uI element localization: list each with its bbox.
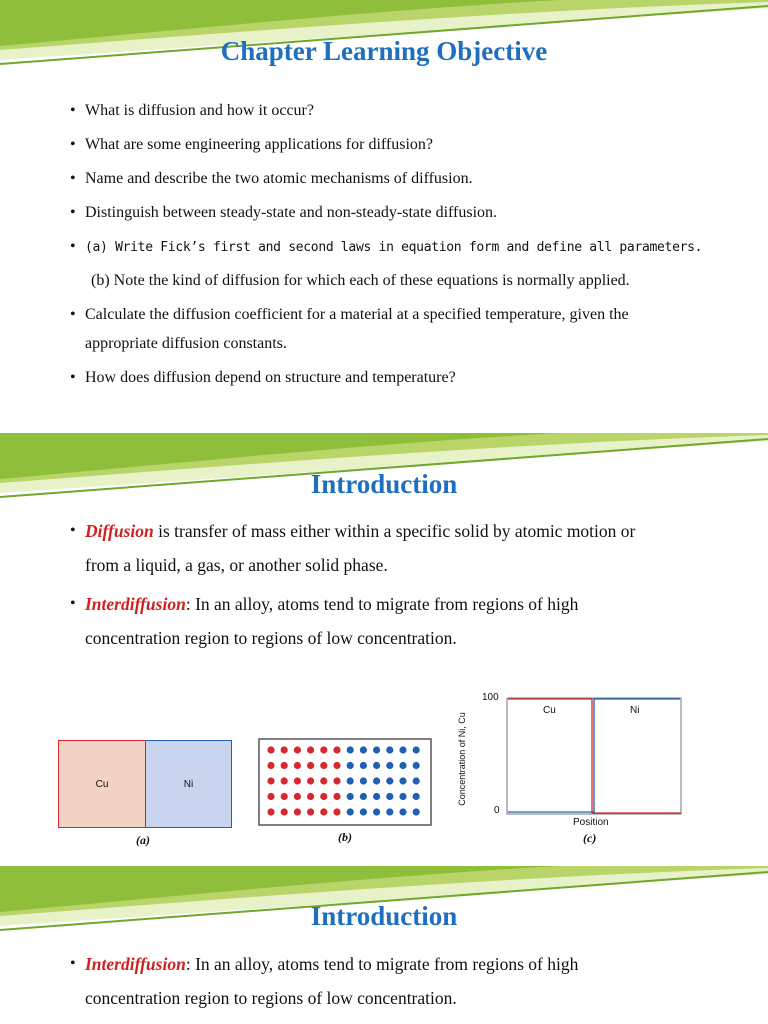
- ni-atom: [386, 777, 393, 784]
- ni-atom: [386, 808, 393, 815]
- cu-atom: [294, 793, 301, 800]
- cu-atom: [281, 762, 288, 769]
- ni-atom: [413, 793, 420, 800]
- list-item: • Name and describe the two atomic mechanisms of diffusion.: [70, 170, 473, 187]
- ni-atom: [386, 793, 393, 800]
- list-item-continuation: (b) Note the kind of diffusion for which each of these equations is normally applied.: [91, 272, 630, 289]
- ni-atom: [399, 777, 406, 784]
- figure-b-atom-grid: [258, 738, 432, 826]
- ni-atom: [413, 746, 420, 753]
- y-axis-label: Concentration of Ni, Cu: [457, 712, 467, 806]
- ni-atom: [373, 777, 380, 784]
- ni-atom: [347, 746, 354, 753]
- figure-a-diffusion-couple: [58, 740, 232, 828]
- ni-atom: [413, 762, 420, 769]
- list-item: • Interdiffusion: In an alloy, atoms tend to migrate from regions of high: [70, 954, 579, 974]
- cu-atom: [267, 777, 274, 784]
- cu-label: Cu: [95, 779, 109, 790]
- ni-region-label: Ni: [630, 705, 640, 716]
- list-item-continuation: concentration region to regions of low concentration.: [85, 988, 457, 1008]
- slide-introduction: [0, 433, 768, 865]
- cu-atom: [307, 777, 314, 784]
- ni-atom: [399, 793, 406, 800]
- slide-title: Introduction: [310, 469, 458, 499]
- cu-atom: [320, 777, 327, 784]
- cu-atom: [320, 762, 327, 769]
- cu-atom: [333, 777, 340, 784]
- cu-atom: [307, 808, 314, 815]
- list-item: • What are some engineering applications for diffusion?: [70, 136, 434, 153]
- cu-atom: [267, 746, 274, 753]
- ni-atom: [399, 762, 406, 769]
- figure-c-concentration-plot: [454, 689, 684, 839]
- ni-concentration-line: [508, 699, 680, 812]
- ni-atom: [413, 808, 420, 815]
- figure-b-caption: (b): [338, 830, 352, 844]
- cu-atom: [333, 746, 340, 753]
- ni-atom: [360, 762, 367, 769]
- cu-atom: [267, 762, 274, 769]
- cu-atom: [294, 762, 301, 769]
- ni-atom: [373, 808, 380, 815]
- ni-atom: [347, 762, 354, 769]
- list-item: • What is diffusion and how it occur?: [70, 102, 314, 119]
- list-item-continuation: from a liquid, a gas, or another solid phase.: [85, 555, 388, 575]
- ni-atom: [413, 777, 420, 784]
- ni-block: [145, 740, 232, 828]
- cu-atom: [267, 808, 274, 815]
- ni-atom: [373, 746, 380, 753]
- ni-atom: [347, 777, 354, 784]
- cu-atom: [281, 746, 288, 753]
- ni-atom: [360, 777, 367, 784]
- cu-atom: [333, 793, 340, 800]
- ni-atom: [399, 746, 406, 753]
- slide-title: Chapter Learning Objective: [220, 36, 548, 66]
- cu-atom: [333, 808, 340, 815]
- figure-c-caption: (c): [583, 831, 597, 845]
- cu-block: [58, 740, 146, 828]
- list-item-continuation: appropriate diffusion constants.: [85, 335, 287, 352]
- list-item: • How does diffusion depend on structure and temperature?: [70, 369, 456, 386]
- concentration-axes: [506, 697, 682, 815]
- list-item: • (a) Write Fick’s first and second laws in equation form and define all parameters.: [70, 238, 703, 255]
- cu-atom: [320, 793, 327, 800]
- list-item: • Interdiffusion: In an alloy, atoms tend to migrate from regions of high: [70, 594, 579, 614]
- list-item: • Distinguish between steady-state and non-steady-state diffusion.: [70, 204, 498, 221]
- slide-title: Introduction: [310, 901, 458, 931]
- ni-atom: [399, 808, 406, 815]
- ni-atom: [360, 808, 367, 815]
- cu-atom: [294, 746, 301, 753]
- ni-atom: [386, 762, 393, 769]
- cu-atom: [320, 808, 327, 815]
- cu-atom: [281, 793, 288, 800]
- ni-atom: [373, 762, 380, 769]
- cu-atom: [281, 777, 288, 784]
- cu-region-label: Cu: [543, 705, 556, 716]
- cu-atom: [307, 762, 314, 769]
- ni-label: Ni: [183, 779, 194, 790]
- cu-atom: [281, 808, 288, 815]
- cu-atom: [307, 793, 314, 800]
- cu-atom: [267, 793, 274, 800]
- cu-atom: [294, 777, 301, 784]
- ni-atom: [360, 793, 367, 800]
- cu-atom: [307, 746, 314, 753]
- list-item-continuation: concentration region to regions of low concentration.: [85, 628, 457, 648]
- slide-introduction-2: [0, 866, 768, 1024]
- ni-atom: [373, 793, 380, 800]
- list-item: • Calculate the diffusion coefficient for a material at a specified temperature, given the: [70, 306, 629, 323]
- ni-atom: [386, 746, 393, 753]
- y-tick-0: 0: [494, 805, 500, 816]
- list-item: • Diffusion is transfer of mass either within a specific solid by atomic motion or: [70, 521, 636, 541]
- ni-atom: [360, 746, 367, 753]
- x-axis-label: Position: [573, 817, 609, 828]
- cu-atom: [333, 762, 340, 769]
- cu-atom: [320, 746, 327, 753]
- y-tick-100: 100: [482, 692, 499, 703]
- figure-a-caption: (a): [136, 833, 150, 847]
- cu-atom: [294, 808, 301, 815]
- slide-objectives: [0, 0, 768, 432]
- ni-atom: [347, 793, 354, 800]
- ni-atom: [347, 808, 354, 815]
